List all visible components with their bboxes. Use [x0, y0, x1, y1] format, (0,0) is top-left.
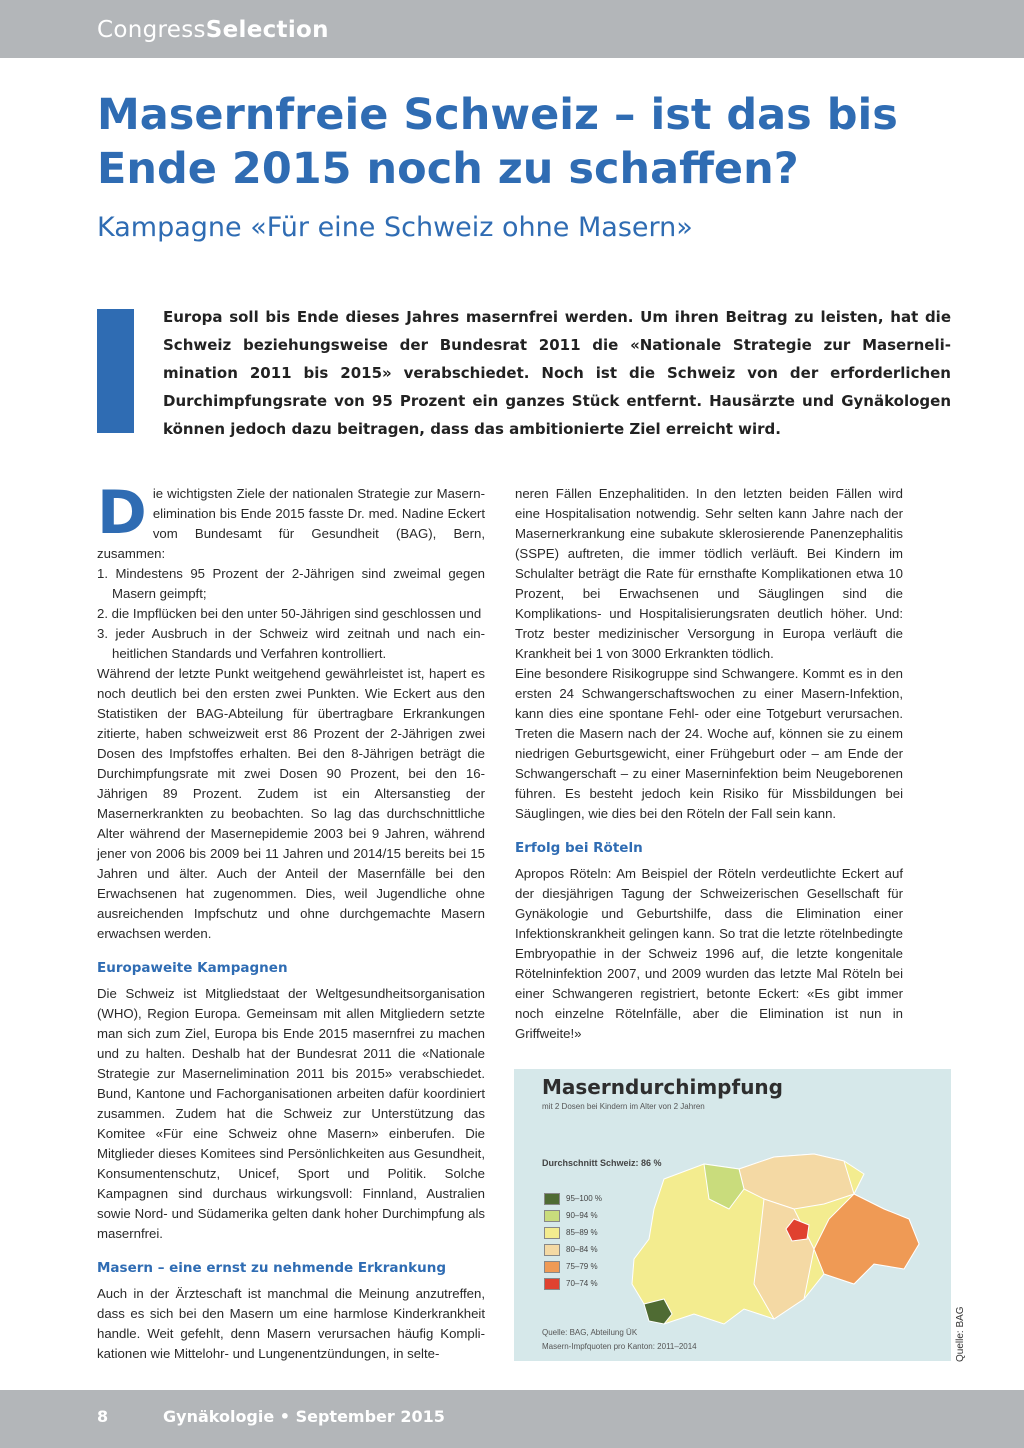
legend-swatch [544, 1227, 560, 1239]
list-item: 3. jeder Ausbruch in der Schweiz wird zeitnah und nach einheitlichen Standards und Verfahren kontrolliert. [97, 626, 485, 661]
legend-label: 75–79 % [566, 1262, 598, 1271]
vaccination-map-figure [514, 1069, 951, 1361]
legend-item [544, 1241, 602, 1258]
figure-source: Quelle: BAG, Abteilung ÜK [542, 1328, 638, 1337]
goals-list [97, 564, 485, 664]
body-paragraph: neren Fällen Enzephalitiden. In den letzten beiden Fällen wird eine Hospitalisation notwendig. Sehr selten kann Jahre nach der Masernerkrankung eine subakute sklerosierende Panenzephalitis (SSPE) auftreten, die immer tödlich verläuft. Bei Kindern im Schulalter beträgt die Rate für ernsthafte Komplikationen etwa 10 Prozent, bei Erwachsenen und Säuglingen sind die Komplikations- und Hospitalisierungsraten deutlich höher. Und: Trotz bester medizinischer Versorgung in Europa verläuft die Krankheit bei 1 von 3000 Erkrankten tödlich. [515, 486, 903, 661]
section-heading: Erfolg bei Röteln [515, 840, 643, 856]
article-subtitle: Kampagne «Für eine Schweiz ohne Masern» [97, 212, 693, 243]
legend-item [544, 1207, 602, 1224]
list-item: 1. Mindestens 95 Prozent der 2-Jährigen sind zweimal gegen Masern geimpft; [97, 566, 485, 601]
body-paragraph: Während der letzte Punkt weitgehend gewährleistet ist, hapert es noch deutlich bei den ersten zwei Punkten. Wie Eckert aus den Statistiken der BAG-Abteilung für übertragbare Erkrankungen zitierte, haben schweizweit erst 86 Prozent der 2-Jährigen zwei Dosen des Impfstoffes erhalten. Bei den 8-Jährigen beträgt die Durchimpfungsrate mit zwei Dosen 90 Prozent, bei den 16-Jährigen 89 Prozent. Zudem ist ein Altersanstieg der Masernerkrankten zu beobachten. So lag das durchschnittliche Alter während der Masernepidemie 2003 bei 9 Jahren, während jener von 2006 bis 2009 bei 11 Jahren und 2014/15 bereits bei 15 Jahren und älter. Auch der Anteil der Masernfälle bei den Erwachsenen hat zugenommen. Dies, weil Jugendliche ohne ausreichenden Impfschutz und ohne durchgemachte Masern erwachsen werden. [97, 666, 485, 941]
legend-swatch [544, 1278, 560, 1290]
legend-swatch [544, 1193, 560, 1205]
legend-swatch [544, 1261, 560, 1273]
image-credit: Quelle: BAG [955, 1306, 966, 1362]
column-left [97, 478, 485, 1364]
legend-item [544, 1275, 602, 1292]
body-paragraph: Auch in der Ärzteschaft ist manchmal die Meinung anzutreffen, dass es sich bei den Masern um eine harmlose Kinderkrankheit handle. Weit gefehlt, denn Masern verursachen häufig Komplikationen wie Mittelohr- und Lungenentzündungen, in selte- [97, 1286, 485, 1361]
body-paragraph: Apropos Röteln: Am Beispiel der Röteln verdeutlichte Eckert auf der diesjährigen Tagung der Schweizerischen Gesellschaft für Gynäkologie und Geburtshilfe, dass die Elimination einer Infektionskrankheit gelingen kann. So trat die letzte rötelnbedingte Embryopathie in der Schweiz 1996 auf, die letzte kongenitale Rötelninfektion 2007, und 2009 wurden das letzte Mal Röteln bei einer Schwangeren registriert, betonte Eckert: «Es gibt immer noch einzelne Rötelnfälle, aber die Elimination ist nun in Griffweite!» [515, 866, 903, 1041]
list-item: 2. die Impflücken bei den unter 50-Jährigen sind geschlossen und [97, 606, 482, 621]
figure-title: Maserndurchimpfung [542, 1075, 783, 1099]
column-right [515, 484, 903, 1044]
figure-subtitle: mit 2 Dosen bei Kindern im Alter von 2 Jahren [542, 1102, 705, 1111]
legend-swatch [544, 1210, 560, 1222]
legend-item [544, 1190, 602, 1207]
figure-source-note: Masern-Impfquoten pro Kanton: 2011–2014 [542, 1342, 697, 1351]
legend-label: 90–94 % [566, 1211, 598, 1220]
body-paragraph: Die Schweiz ist Mitgliedstaat der Weltgesundheitsorganisation (WHO), Region Europa. Gemeinsam mit allen Mitgliedern setzte man sich zum Ziel, Europa bis Ende 2015 masernfrei zu machen und zu halten. Deshalb hat der Bundesrat 2011 die «Nationale Strategie zur Masernelimination 2011 bis 2015» verabschiedet. Bund, Kantone und Fachorganisationen arbeiten dafür koordiniert zusammen. Zudem hat die Schweiz zur Unterstützung das Komitee «Für eine Schweiz ohne Masern» einberufen. Die Mitglieder dieses Komitees sind Persönlichkeiten aus Gesundheit, Konsumentenschutz, Unicef, Sport und Politik. Solche Kampagnen sind durchaus wirkungsvoll: Finnland, Australien sowie Nord- und Südamerika gelten dank hoher Durchimpfung als masernfrei. [97, 986, 485, 1241]
intro-paragraph: ie wichtigsten Ziele der nationalen Strategie zur Masernelimination bis Ende 2015 fasste Dr. med. Nadine Eckert vom Bundesamt für Gesundheit (BAG), Bern, zusammen: [97, 486, 485, 561]
figure-average: Durchschnitt Schweiz: 86 % [542, 1158, 662, 1168]
legend-swatch [544, 1244, 560, 1256]
lead-initial-bar [97, 309, 134, 433]
journal-issue: Gynäkologie • September 2015 [163, 1407, 445, 1426]
header-bar [0, 0, 1024, 58]
brand-bold: Selection [205, 17, 329, 43]
body-paragraph: Eine besondere Risikogruppe sind Schwangere. Kommt es in den ersten 24 Schwangerschaftswochen zu einer Masern-Infektion, kann dies eine spontane Fehl- oder eine Totgeburt verursachen. Treten die Masern nach der 24. Woche auf, können sie zu einem niedrigen Geburtsgewicht, einer Frühgeburt oder – am Ende der Schwangerschaft – zu einer Maserninfektion beim Neugeborenen führen. Es besteht jedoch kein Risiko für Missbildungen bei Säuglingen, wie dies bei den Röteln der Fall sein kann. [515, 666, 903, 821]
article-title: Masernfreie Schweiz – ist das bis Ende 2015 noch zu schaffen? [97, 90, 898, 194]
legend-item [544, 1224, 602, 1241]
brand-light: Congress [97, 17, 206, 43]
legend-item [544, 1258, 602, 1275]
map-legend [544, 1190, 602, 1292]
legend-label: 80–84 % [566, 1245, 598, 1254]
brand-logo [97, 17, 329, 43]
footer-bar [0, 1390, 1024, 1448]
legend-label: 95–100 % [566, 1194, 603, 1203]
section-heading: Europaweite Kampagnen [97, 960, 288, 976]
legend-label: 85–89 % [566, 1228, 598, 1237]
drop-cap: D [97, 478, 147, 548]
lead-paragraph: Europa soll bis Ende dieses Jahres masernfrei werden. Um ihren Beitrag zu leisten, hat die Schweiz beziehungsweise der Bundesrat 2011 die «Nationale Strategie zur Masernelimination 2011 bis 2015» verabschiedet. Noch ist die Schweiz von der erforderlichen Durchimpfungsrate von 95 Prozent ein ganzes Stück entfernt. Hausärzte und Gynäkologen können jedoch dazu beitragen, dass das ambitionierte Ziel erreicht wird. [163, 308, 951, 438]
legend-label: 70–74 % [566, 1279, 598, 1288]
page-number: 8 [97, 1407, 109, 1426]
section-heading: Masern – eine ernst zu nehmende Erkrankung [97, 1260, 447, 1276]
